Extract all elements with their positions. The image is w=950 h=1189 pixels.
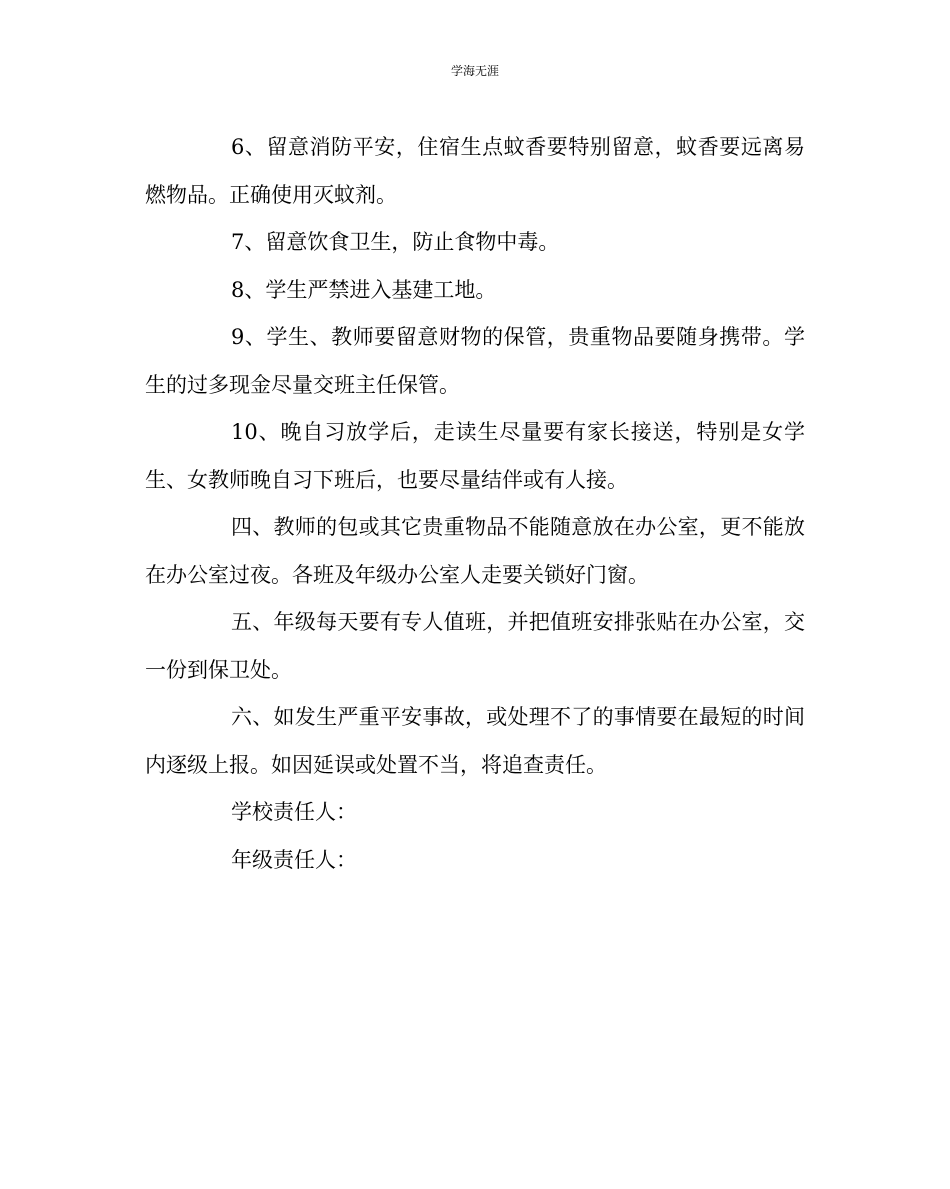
school-responsible-person: 学校责任人： bbox=[231, 800, 357, 824]
paragraph-food-hygiene: 7、留意饮食卫生，防止食物中毒。 bbox=[231, 230, 560, 254]
paragraph-construction-site: 8、学生严禁进入基建工地。 bbox=[231, 277, 497, 302]
paragraph-property-custody: 9、学生、教师要留意财物的保管，贵重物品要随身携带。学生的过多现金尽量交班主任保管。 bbox=[145, 325, 805, 397]
page-header: 学海无涯 bbox=[450, 64, 499, 78]
paragraph-duty-roster: 五、年级每天要有专人值班，并把值班安排张贴在办公室，交一份到保卫处。 bbox=[145, 610, 805, 682]
paragraph-office-valuables: 四、教师的包或其它贵重物品不能随意放在办公室，更不能放在办公室过夜。各班及年级办公室人走要关锁好门窗。 bbox=[145, 515, 805, 587]
document-body bbox=[145, 124, 805, 884]
paragraph-evening-study: 10、晚自习放学后，走读生尽量要有家长接送，特别是女学生、女教师晚自习下班后，也要尽量结伴或有人接。 bbox=[145, 420, 805, 492]
grade-responsible-person: 年级责任人： bbox=[231, 847, 357, 872]
paragraph-fire-safety: 6、留意消防平安，住宿生点蚊香要特别留意，蚊香要远离易燃物品。正确使用灭蚊剂。 bbox=[145, 135, 805, 207]
paragraph-accident-reporting: 六、如发生严重平安事故，或处理不了的事情要在最短的时间内逐级上报。如因延误或处置不当，将追查责任。 bbox=[145, 705, 805, 777]
